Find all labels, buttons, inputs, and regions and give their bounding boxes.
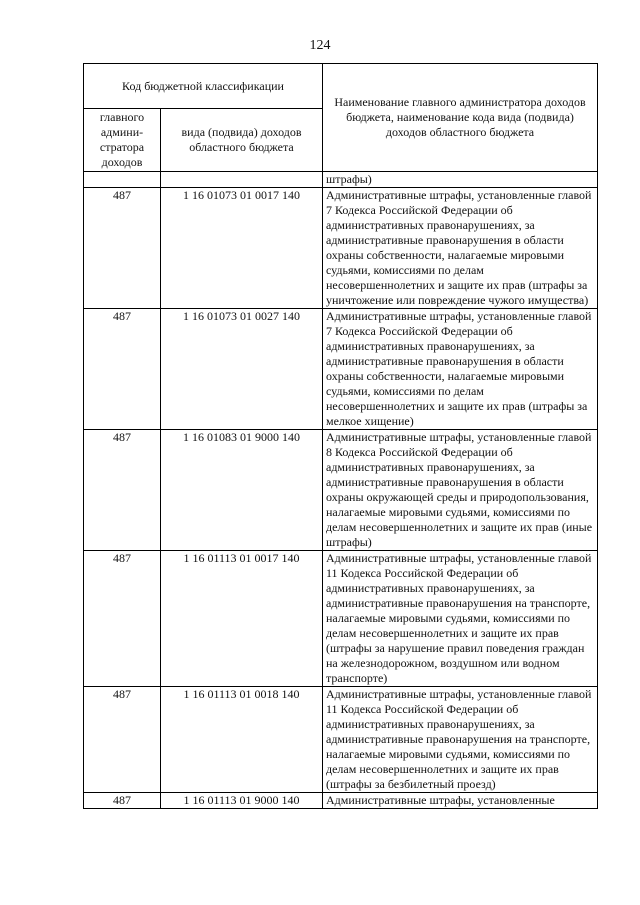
table-row bbox=[84, 551, 598, 687]
revenue-name-cell: Административные штрафы, установленные главой 8 Кодекса Российской Федерации об административных правонарушениях, за административные правонарушения в области охраны окружающей среды и природопользования, налагаемые мировыми судьями, комиссиями по делам несовершеннолетних и защите их прав (иные штрафы) bbox=[323, 430, 598, 551]
page-number: 124 bbox=[309, 38, 331, 53]
revenue-name-cell: Административные штрафы, установленные главой 11 Кодекса Российской Федерации об административных правонарушениях, за административные правонарушения на транспорте, налагаемые мировыми судьями, комиссиями по делам несовершеннолетних и защите их прав (штрафы за безбилетный проезд) bbox=[323, 687, 598, 793]
revenue-name-cell: Административные штрафы, установленные главой 7 Кодекса Российской Федерации об административных правонарушениях, за административные правонарушения в области охраны собственности, налагаемые мировыми судьями, комиссиями по делам несовершеннолетних и защите их прав (штрафы за уничтожение или повреждение чужого имущества) bbox=[323, 188, 598, 309]
revenue-code-cell bbox=[161, 172, 323, 188]
table-row bbox=[84, 188, 598, 309]
admin-column-header: главного админи-стратора доходов bbox=[84, 109, 161, 172]
revenue-code-cell: 1 16 01113 01 9000 140 bbox=[161, 793, 323, 809]
revenue-name-cell: Административные штрафы, установленные главой 11 Кодекса Российской Федерации об административных правонарушениях, за административные правонарушения на транспорте, налагаемые мировыми судьями, комиссиями по делам несовершеннолетних и защите их прав (штрафы за нарушение правил поведения граждан на железнодорожном, воздушном или водном транспорте) bbox=[323, 551, 598, 687]
table-row bbox=[84, 430, 598, 551]
table-row bbox=[84, 793, 598, 809]
type-column-header: вида (подвида) доходов областного бюджета bbox=[161, 109, 323, 172]
name-column-header: Наименование главного администратора доходов бюджета, наименование кода вида (подвида) доходов областного бюджета bbox=[323, 64, 598, 172]
budget-classification-table bbox=[83, 63, 598, 809]
revenue-code-cell: 1 16 01073 01 0027 140 bbox=[161, 309, 323, 430]
table-row bbox=[84, 687, 598, 793]
admin-code-cell: 487 bbox=[84, 309, 161, 430]
table-row bbox=[84, 172, 598, 188]
admin-code-cell: 487 bbox=[84, 687, 161, 793]
admin-code-cell bbox=[84, 172, 161, 188]
revenue-code-cell: 1 16 01113 01 0018 140 bbox=[161, 687, 323, 793]
table-row bbox=[84, 309, 598, 430]
admin-code-cell: 487 bbox=[84, 188, 161, 309]
code-group-header: Код бюджетной классификации bbox=[84, 64, 323, 109]
admin-code-cell: 487 bbox=[84, 793, 161, 809]
revenue-code-cell: 1 16 01113 01 0017 140 bbox=[161, 551, 323, 687]
revenue-name-cell: Административные штрафы, установленные bbox=[323, 793, 598, 809]
revenue-name-cell: Административные штрафы, установленные главой 7 Кодекса Российской Федерации об административных правонарушениях, за административные правонарушения в области охраны собственности, налагаемые мировыми судьями, комиссиями по делам несовершеннолетних и защите их прав (штрафы за мелкое хищение) bbox=[323, 309, 598, 430]
admin-code-cell: 487 bbox=[84, 551, 161, 687]
revenue-code-cell: 1 16 01073 01 0017 140 bbox=[161, 188, 323, 309]
table-body bbox=[84, 172, 598, 809]
revenue-name-cell: штрафы) bbox=[323, 172, 598, 188]
revenue-code-cell: 1 16 01083 01 9000 140 bbox=[161, 430, 323, 551]
admin-code-cell: 487 bbox=[84, 430, 161, 551]
